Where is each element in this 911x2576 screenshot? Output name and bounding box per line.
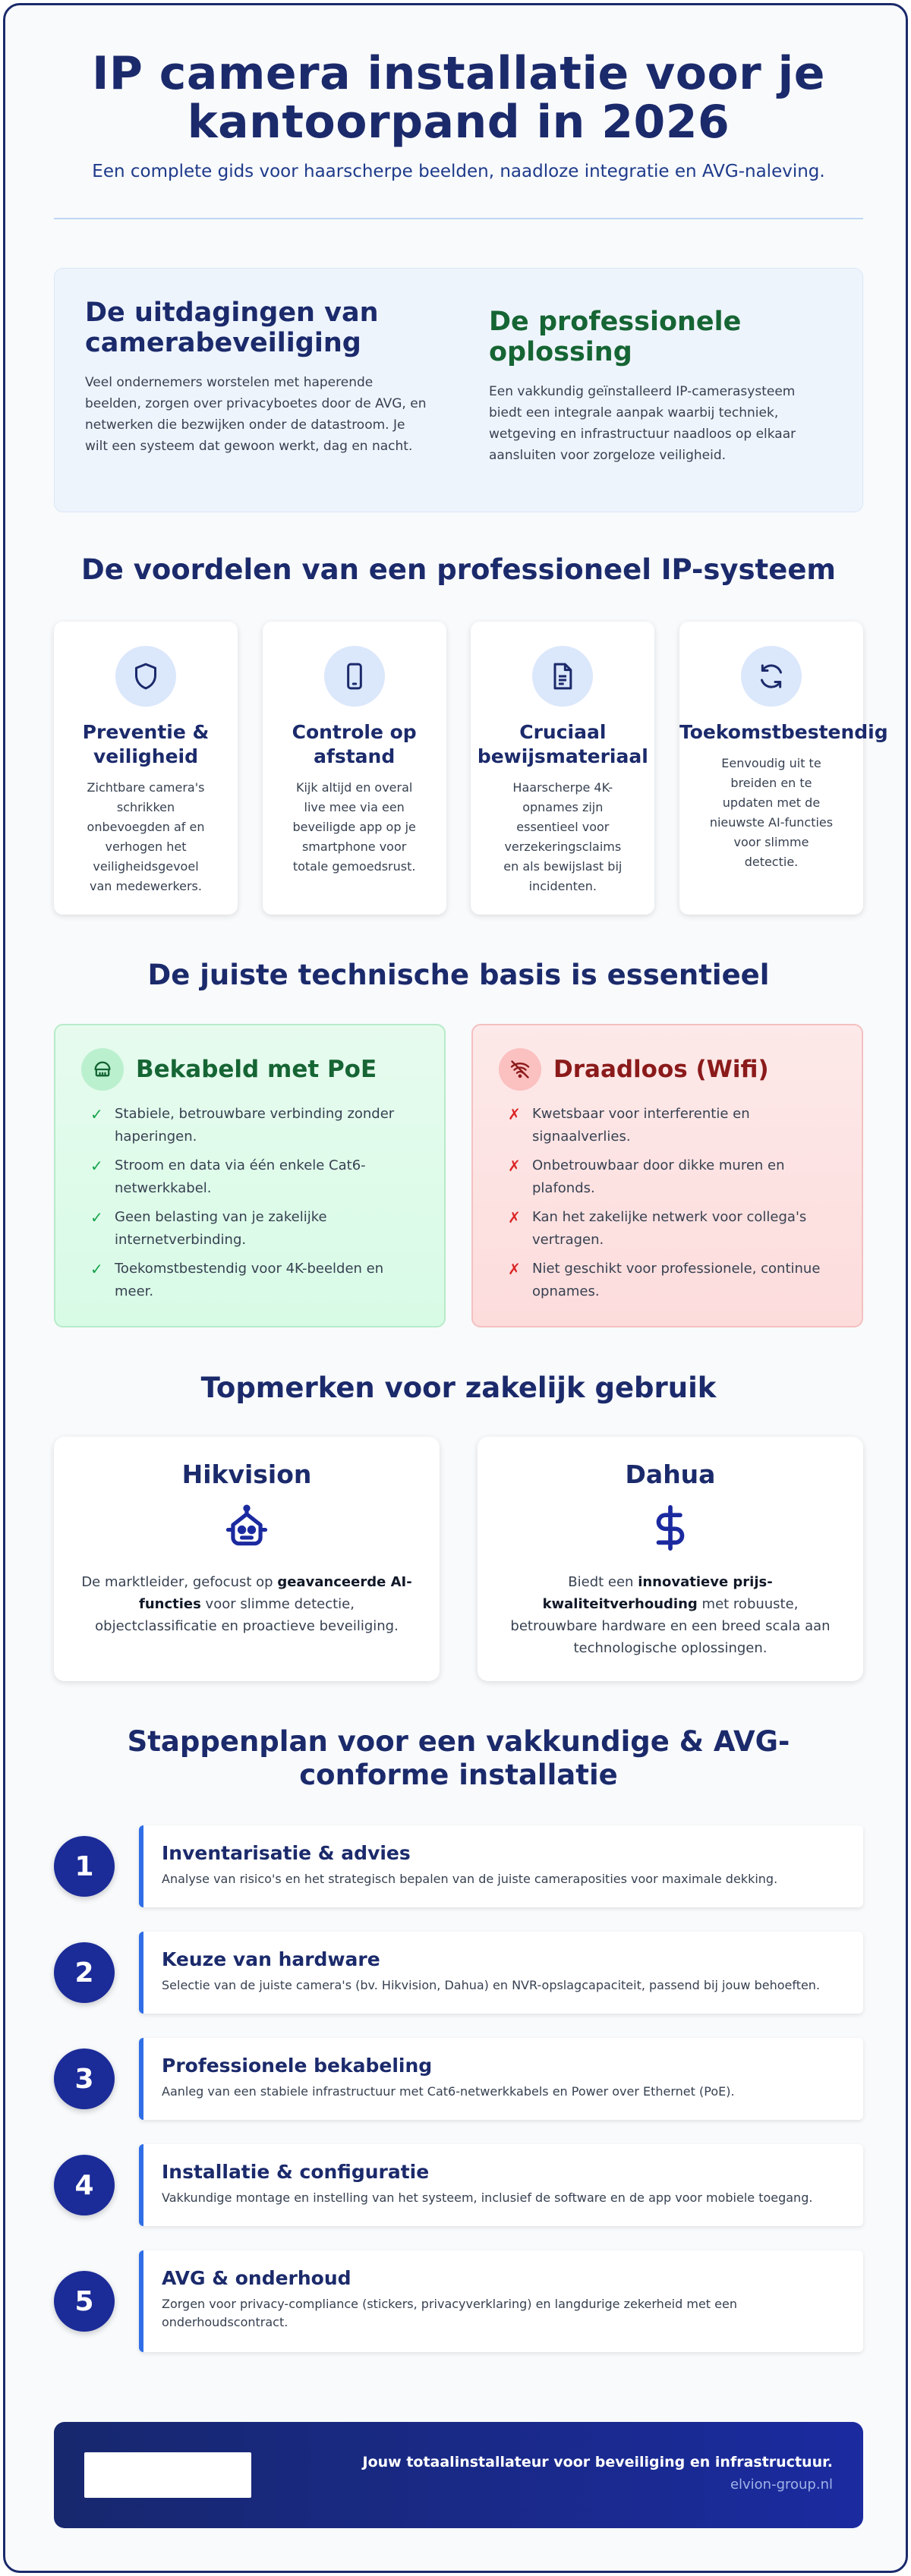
ethernet-icon — [81, 1048, 124, 1091]
wired-title: Bekabeld met PoE — [136, 1056, 377, 1083]
document-icon — [532, 646, 593, 707]
smartphone-icon — [324, 646, 385, 707]
refresh-icon — [741, 646, 802, 707]
wireless-wifi-card — [471, 1024, 863, 1327]
brand-card-hikvision — [54, 1437, 440, 1681]
list-item: ✓ Toekomstbestendig voor 4K-beelden en meer. — [90, 1258, 418, 1303]
step-number: 5 — [54, 2271, 115, 2332]
step-2 — [54, 1932, 863, 2014]
check-icon: ✓ — [90, 1105, 103, 1123]
step-4 — [54, 2144, 863, 2226]
tech-title: De juiste technische basis is essentieel — [147, 959, 770, 991]
list-item: ✗ Onbetrouwbaar door dikke muren en plafonds. — [508, 1154, 836, 1200]
wifi-off-icon — [499, 1048, 541, 1091]
solution-text: Een vakkundig geïnstalleerd IP-camerasysteem biedt een integrale aanpak waarbij techniek, wetgeving en infrastructuur naadloos op elkaar aansluiten voor zorgeloze veiligheid. — [489, 384, 796, 463]
wired-list — [81, 1103, 418, 1303]
check-icon: ✓ — [90, 1208, 103, 1227]
step-text: Vakkundige montage en instelling van het systeem, inclusief de software en de app voor mobiele toegang. — [162, 2190, 813, 2205]
benefit-text: Zichtbare camera's schrikken onbevoegden af en verhogen het veiligheidsgevoel van medewerkers. — [87, 780, 205, 893]
intro-panel — [54, 268, 863, 512]
logo-placeholder — [84, 2452, 251, 2498]
step-box — [139, 1825, 863, 1907]
check-icon: ✓ — [90, 1260, 103, 1278]
page-title: IP camera installatie voor je kantoorpand in 2026 — [92, 47, 825, 149]
wired-poe-card — [54, 1024, 446, 1327]
check-icon: ✓ — [90, 1157, 103, 1175]
cross-icon: ✗ — [508, 1260, 521, 1278]
steps-title: Stappenplan voor een vakkundige & AVG-conforme installatie — [127, 1725, 790, 1791]
infographic-frame — [3, 3, 908, 2573]
list-item: ✓ Geen belasting van je zakelijke internetverbinding. — [90, 1206, 418, 1252]
list-item: ✗ Kan het zakelijke netwerk voor collega's vertragen. — [508, 1206, 836, 1252]
brand-text: Biedt een innovatieve prijs-kwaliteitverhouding met robuuste, betrouwbare hardware en een breed scala aan technologische oplossingen. — [510, 1574, 831, 1656]
step-3 — [54, 2038, 863, 2120]
step-box — [139, 2038, 863, 2120]
cross-icon: ✗ — [508, 1157, 521, 1175]
step-title: Professionele bekabeling — [162, 2055, 433, 2077]
list-item: ✗ Niet geschikt voor professionele, continue opnames. — [508, 1258, 836, 1303]
benefits-cards — [54, 622, 888, 915]
step-box — [139, 2250, 863, 2352]
list-item: ✓ Stroom en data via één enkele Cat6-netwerkkabel. — [90, 1154, 418, 1200]
benefit-title: Controle op afstand — [292, 721, 417, 767]
benefit-text: Haarscherpe 4K-opnames zijn essentieel voor verzekeringsclaims en als bewijslast bij incidenten. — [503, 780, 623, 893]
shield-icon — [115, 646, 176, 707]
brand-text: De marktleider, gefocust op geavanceerde AI-functies voor slimme detectie, objectclassificatie en proactieve beveiliging. — [81, 1574, 412, 1634]
header — [54, 49, 863, 181]
step-number: 4 — [54, 2155, 115, 2215]
divider — [54, 218, 863, 219]
cross-icon: ✗ — [508, 1105, 521, 1123]
step-box — [139, 1932, 863, 2014]
benefit-title: Cruciaal bewijsmateriaal — [477, 721, 648, 767]
step-number: 2 — [54, 1942, 115, 2003]
wireless-list — [499, 1103, 836, 1303]
step-5 — [54, 2250, 863, 2352]
step-text: Selectie van de juiste camera's (bv. Hikvision, Dahua) en NVR-opslagcapaciteit, passend bij jouw behoeften. — [162, 1978, 821, 1992]
benefit-card-prevention — [54, 622, 238, 915]
benefit-text: Kijk altijd en overal live mee via een beveiligde app op je smartphone voor totale gemoedsrust. — [292, 780, 416, 874]
challenges-text: Veel ondernemers worstelen met haperende beelden, zorgen over privacyboetes door de AVG, en netwerken die bezwijken onder de datastroom. Je wilt een systeem dat gewoon werkt, dag en nacht. — [85, 375, 427, 454]
list-item: ✗ Kwetsbaar voor interferentie en signaalverlies. — [508, 1103, 836, 1148]
step-title: Keuze van hardware — [162, 1948, 380, 1970]
step-box — [139, 2144, 863, 2226]
step-title: Installatie & configuratie — [162, 2161, 430, 2183]
page-subtitle: Een complete gids voor haarscherpe beelden, naadloze integratie en AVG-naleving. — [92, 162, 825, 181]
step-1 — [54, 1825, 863, 1907]
footer-website-link[interactable]: elvion-group.nl — [730, 2477, 833, 2493]
benefit-text: Eenvoudig uit te breiden en te updaten met de nieuwste AI-functies voor slimme detectie. — [709, 756, 834, 869]
step-number: 1 — [54, 1836, 115, 1897]
benefit-title: Toekomstbestendig — [679, 721, 888, 743]
robot-icon — [54, 1501, 440, 1554]
solution-title: De professionele oplossing — [489, 307, 742, 367]
step-title: AVG & onderhoud — [162, 2267, 351, 2289]
brand-card-dahua — [478, 1437, 863, 1681]
step-text: Zorgen voor privacy-compliance (stickers, privacyverklaring) en langdurige zekerheid met een onderhoudscontract. — [162, 2297, 737, 2329]
benefit-card-evidence — [471, 622, 654, 915]
benefit-title: Preventie & veiligheid — [82, 721, 210, 767]
step-text: Analyse van risico's en het strategisch bepalen van de juiste cameraposities voor maximale dekking. — [162, 1872, 778, 1886]
benefits-title: De voordelen van een professioneel IP-systeem — [81, 553, 836, 586]
challenges-column — [55, 269, 459, 512]
footer-banner — [54, 2422, 863, 2528]
step-title: Inventarisatie & advies — [162, 1842, 411, 1864]
benefit-card-remote — [263, 622, 446, 915]
brands-cards — [54, 1437, 863, 1681]
tech-comparison — [54, 1024, 863, 1327]
brands-title: Topmerken voor zakelijk gebruik — [200, 1371, 717, 1404]
list-item: ✓ Stabiele, betrouwbare verbinding zonder haperingen. — [90, 1103, 418, 1148]
cross-icon: ✗ — [508, 1208, 521, 1227]
step-number: 3 — [54, 2049, 115, 2109]
brand-name: Hikvision — [181, 1460, 312, 1489]
footer-tagline: Jouw totaalinstallateur voor beveiliging en infrastructuur. — [362, 2454, 833, 2471]
benefit-card-futureproof — [679, 622, 888, 915]
dollar-icon — [478, 1501, 863, 1554]
solution-column — [459, 269, 862, 512]
step-text: Aanleg van een stabiele infrastructuur met Cat6-netwerkkabels en Power over Ethernet (PoE). — [162, 2084, 735, 2099]
brand-name: Dahua — [625, 1460, 716, 1489]
challenges-title: De uitdagingen van camerabeveiliging — [85, 298, 379, 358]
wireless-title: Draadloos (Wifi) — [553, 1056, 769, 1083]
